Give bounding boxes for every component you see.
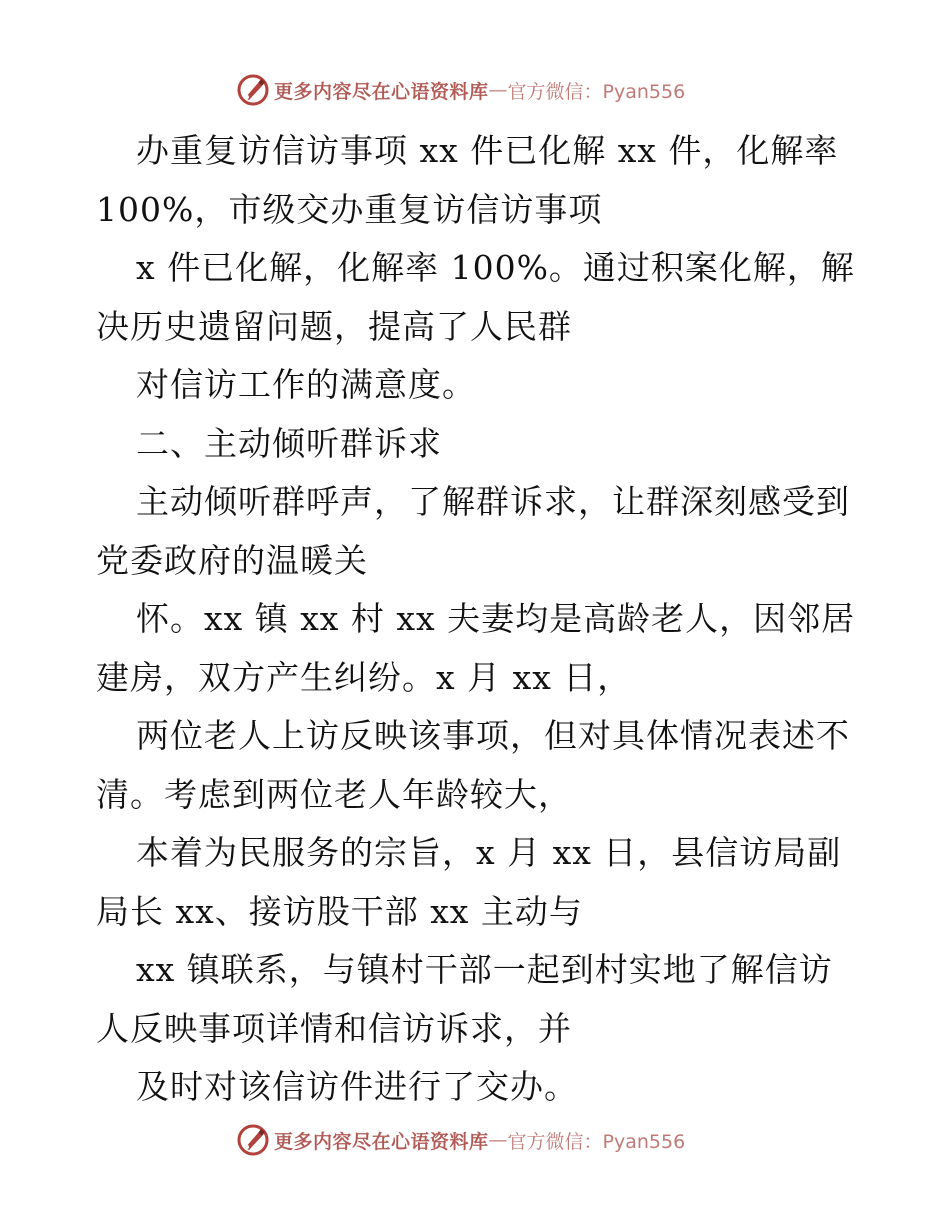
paragraph: 怀。xx 镇 xx 村 xx 夫妻均是高龄老人，因邻居建房，双方产生纠纷。x 月 xx 日， bbox=[96, 599, 856, 697]
watermark-main-text: 更多内容尽在心语资料库 bbox=[274, 80, 489, 103]
footer-watermark bbox=[236, 1122, 756, 1158]
pen-seal-icon bbox=[236, 1123, 270, 1157]
paragraph: 及时对该信访件进行了交办。 bbox=[136, 1067, 578, 1106]
document-body bbox=[96, 122, 856, 1117]
section-heading: 二、主动倾听群诉求 bbox=[136, 423, 442, 463]
paragraph: 主动倾听群呼声，了解群诉求，让群深刻感受到党委政府的温暖关 bbox=[96, 482, 850, 580]
watermark-dash: — bbox=[488, 79, 508, 101]
paragraph: 对信访工作的满意度。 bbox=[136, 365, 476, 404]
watermark-account-text: 官方微信：Pyan556 bbox=[507, 1130, 686, 1153]
paragraph: 本着为民服务的宗旨，x 月 xx 日，县信访局副局长 xx、接访股干部 xx 主动与 bbox=[96, 833, 842, 931]
watermark-account-text: 官方微信：Pyan556 bbox=[507, 80, 686, 103]
paragraph: 两位老人上访反映该事项，但对具体情况表述不清。考虑到两位老人年龄较大， bbox=[96, 716, 850, 814]
pen-seal-icon bbox=[236, 73, 270, 107]
paragraph: xx 镇联系，与镇村干部一起到村实地了解信访人反映事项详情和信访诉求，并 bbox=[96, 950, 833, 1048]
paragraph: x 件已化解，化解率 100%。通过积案化解，解决历史遗留问题，提高了人民群 bbox=[96, 248, 855, 346]
watermark-main-text: 更多内容尽在心语资料库 bbox=[274, 1130, 489, 1153]
paragraph: 办重复访信访事项 xx 件已化解 xx 件，化解率 100%，市级交办重复访信访事项 bbox=[96, 131, 839, 229]
header-watermark bbox=[236, 72, 756, 108]
watermark-dash: — bbox=[488, 1129, 508, 1151]
